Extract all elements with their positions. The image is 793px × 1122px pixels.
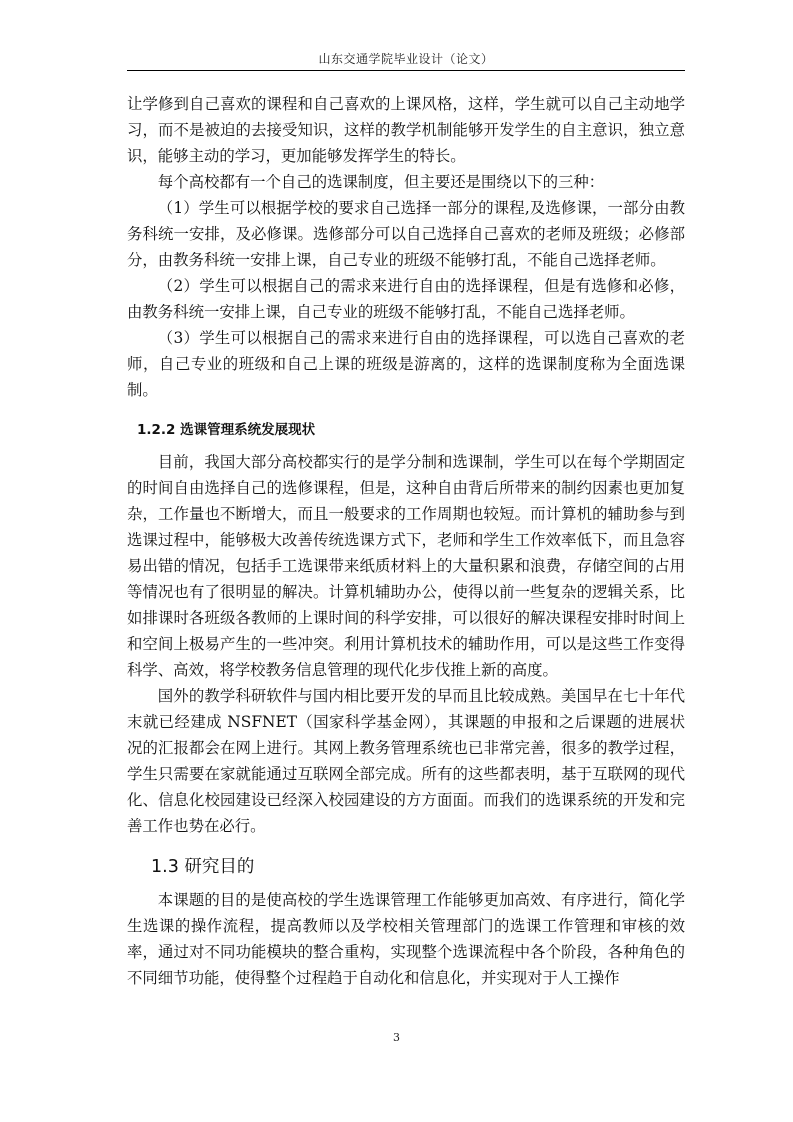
paragraph-system-2: （2）学生可以根据自己的需求来进行自由的选择课程，但是有选修和必修，由教务科统一安排上课，自己专业的班级不能够打乱，不能自己选择老师。 (127, 277, 685, 321)
page-number: 3 (393, 1031, 400, 1044)
section-heading-1-3: 1.3 研究目的 (151, 857, 255, 877)
paragraph-intro-continuation: 让学修到自己喜欢的课程和自己喜欢的上课风格，这样，学生就可以自己主动地学习，而不是被迫的去接受知识，这样的教学机制能够开发学生的自主意识，独立意识，能够主动的学习，更加能够发挥学生的特长。 (127, 95, 685, 165)
paragraph-research-purpose: 本课题的目的是使高校的学生选课管理工作能够更加高效、有序进行，简化学生选课的操作流程，提高教师以及学校相关管理部门的选课工作管理和审核的效率，通过对不同功能模块的整合重构，实现整个选课流程中各个阶段，各种角色的不同细节功能，使得整个过程趋于自动化和信息化，并实现对于人工操作 (127, 891, 685, 987)
paragraph-domestic-status: 目前，我国大部分高校都实行的是学分制和选课制，学生可以在每个学期固定的时间自由选择自己的选修课程，但是，这种自由背后所带来的制约因素也更加复杂，工作量也不断增大，而且一般要求的工作周期也较短。而计算机的辅助参与到选课过程中，能够极大改善传统选课方式下，老师和学生工作效率低下，而且急容易出错的情况，包括手工选课带来纸质材料上的大量积累和浪费，存储空间的占用等情况也有了很明显的解决。计算机辅助办公，使得以前一些复杂的逻辑关系，比如排课时各班级各教师的上课时间的科学安排，可以很好的解决课程安排时时间上和空间上极易产生的一些冲突。利用计算机技术的辅助作用，可以是这些工作变得科学、高效，将学校教务信息管理的现代化步伐推上新的高度。 (127, 453, 685, 679)
paragraph-system-1: （1）学生可以根据学校的要求自己选择一部分的课程,及选修课，一部分由教务科统一安排，及必修课。选修部分可以自己选择自己喜欢的老师及班级；必修部分，由教务科统一安排上课，自己专业的班级不能够打乱，不能自己选择老师。 (127, 199, 685, 269)
paragraph-selection-systems: 每个高校都有一个自己的选课制度，但主要还是围绕以下的三种： (157, 173, 605, 191)
header-rule (127, 70, 685, 71)
running-header: 山东交通学院毕业设计（论文） (318, 52, 494, 66)
paragraph-system-3: （3）学生可以根据自己的需求来进行自由的选择课程，可以选自己喜欢的老师，自己专业的班级和自己上课的班级是游离的，这样的选课制度称为全面选课制。 (127, 329, 685, 399)
section-heading-1-2-2: 1.2.2 选课管理系统发展现状 (137, 422, 316, 438)
paragraph-foreign-status: 国外的教学科研软件与国内相比要开发的早而且比较成熟。美国早在七十年代末就已经建成 NSFNET（国家科学基金网），其课题的申报和之后课题的进展状况的汇报都会在网上进行。其网上教务管理系统也已非常完善，很多的教学过程，学生只需要在家就能通过互联网全部完成。所有的这些都表明，基于互联网的现代化、信息化校园建设已经深入校园建设的方方面面。而我们的选课系统的开发和完善工作也势在必行。 (127, 687, 685, 835)
body-text (127, 91, 685, 991)
